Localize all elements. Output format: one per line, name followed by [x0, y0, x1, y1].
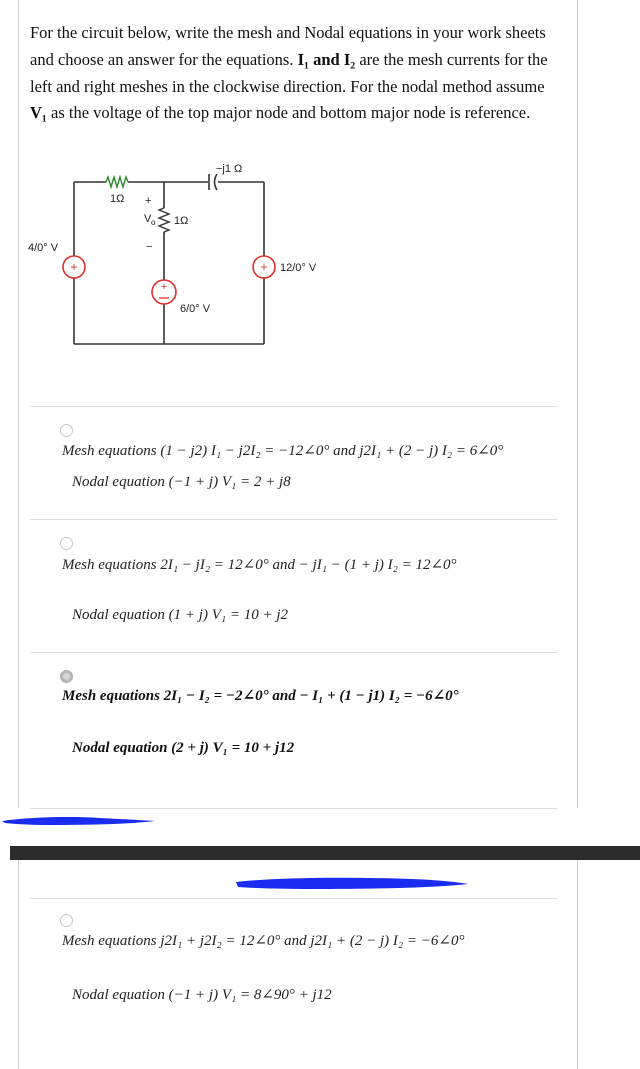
option-3-radio-selected[interactable]	[60, 670, 73, 683]
i2-symbol: I₂	[343, 49, 356, 69]
dark-divider-bar	[10, 846, 640, 860]
svg-text:+: +	[260, 260, 268, 274]
source-left-label: 4/0° V	[28, 242, 59, 254]
voltage-source-left-icon	[63, 256, 85, 278]
svg-text:+: +	[160, 281, 168, 293]
vo-plus: +	[145, 195, 152, 207]
option-1-radio[interactable]	[60, 424, 73, 437]
question-text: For the circuit below, write the mesh and Nodal equations in your work sheets and choose an answer for the equations. I₁ and I₂ are the mesh currents for the left and right meshes in the clockwise direction. For the nodal method assume V₁ as the voltage of the top major node and bottom major node is reference.	[30, 23, 548, 123]
voltage-source-right-icon	[253, 256, 275, 278]
svg-text:+: +	[70, 260, 78, 274]
i1-symbol: I₁	[297, 49, 309, 69]
option-1-mesh[interactable]: Mesh equations (1 − j2) I₁ − j2I₂ = −12∠0° and j2I₁ + (2 − j) I₂ = 6∠0°	[62, 443, 504, 459]
resistor-1-label: 1Ω	[110, 193, 125, 205]
resistor-2-label: 1Ω	[174, 215, 189, 227]
option-4-mesh[interactable]: Mesh equations j2I₁ + j2I₂ = 12∠0° and j2I₁ + (2 − j) I₂ = −6∠0°	[62, 933, 465, 949]
capacitor-label: −j1 Ω	[216, 163, 243, 175]
vo-subscript: o	[151, 218, 156, 227]
separator	[30, 652, 557, 653]
option-3-mesh[interactable]: Mesh equations 2I₁ − I₂ = −2∠0° and − I₁ + (1 − j1) I₂ = −6∠0°	[62, 688, 459, 704]
option-1-nodal[interactable]: Nodal equation (−1 + j) V₁ = 2 + j8	[72, 474, 291, 490]
resistor-2-icon	[159, 208, 169, 232]
source-right-label: 12/0° V	[280, 262, 317, 274]
option-2-radio[interactable]	[60, 537, 73, 550]
voltage-source-middle-icon	[152, 280, 176, 304]
separator	[30, 898, 557, 899]
separator	[30, 519, 557, 520]
separator	[30, 808, 557, 809]
circuit-diagram	[26, 160, 326, 360]
redaction-scribble-1	[0, 812, 160, 830]
vo-minus: −	[146, 241, 153, 253]
source-middle-label: 6/0° V	[180, 303, 211, 315]
option-2-mesh[interactable]: Mesh equations 2I₁ − jI₂ = 12∠0° and − jI₁ − (1 + j) I₂ = 12∠0°	[62, 557, 457, 573]
option-4-radio[interactable]	[60, 914, 73, 927]
resistor-1-icon	[106, 177, 128, 187]
option-3-nodal[interactable]: Nodal equation (2 + j) V₁ = 10 + j12	[72, 740, 295, 756]
option-2-nodal[interactable]: Nodal equation (1 + j) V₁ = 10 + j2	[72, 607, 288, 623]
vo-label: V	[144, 213, 152, 225]
redaction-scribble-2	[232, 874, 472, 894]
option-4-nodal[interactable]: Nodal equation (−1 + j) V₁ = 8∠90° + j12	[72, 987, 332, 1003]
separator	[30, 406, 557, 407]
v1-symbol: V₁	[30, 103, 47, 123]
